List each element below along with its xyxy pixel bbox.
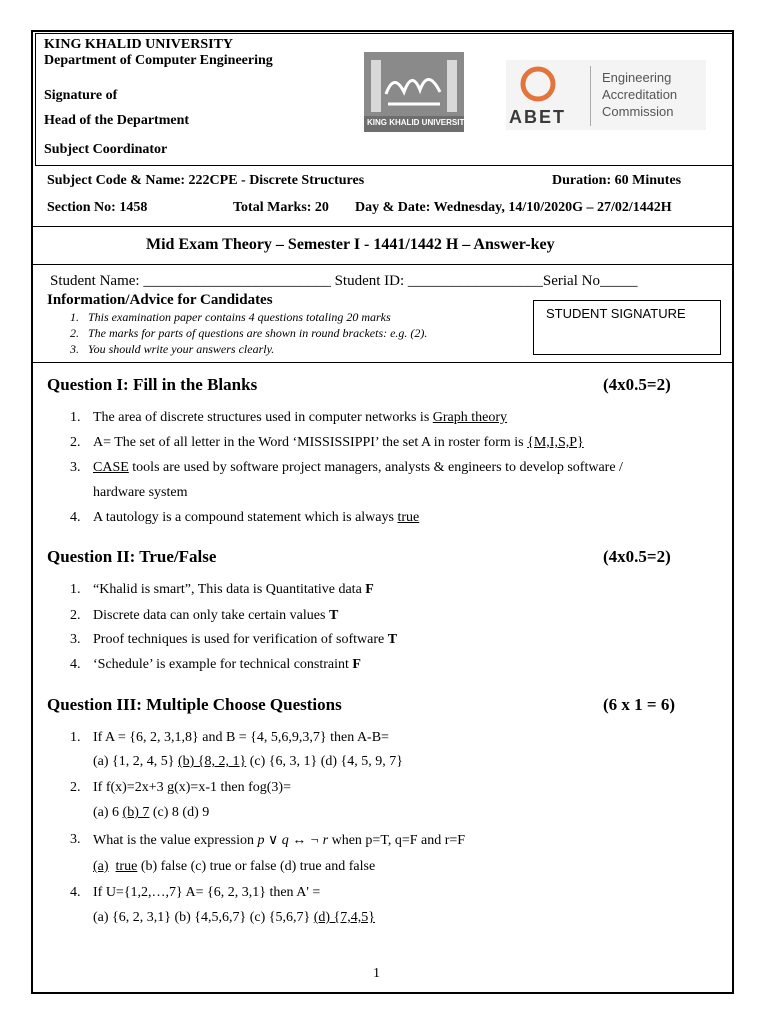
question-number: 3.	[70, 460, 81, 475]
university-name: KING KHALID UNIVERSITY	[44, 37, 234, 52]
divider	[32, 362, 734, 363]
question-number: 4.	[70, 510, 81, 525]
question-number: 2.	[70, 608, 81, 623]
question-3-item-1: If A = {6, 2, 3,1,8} and B = {4, 5,6,9,3,7} then A-B=	[93, 730, 389, 745]
abet-line-2: Accreditation	[602, 87, 678, 102]
question-text: “Khalid is smart”, This data is Quantitative data	[93, 582, 366, 597]
abet-logo	[506, 60, 706, 130]
signature-of-label: Signature of	[44, 88, 118, 103]
question-1-marks: (4x0.5=2)	[603, 375, 671, 394]
question-3-options-1	[93, 754, 403, 770]
question-2-marks: (4x0.5=2)	[603, 547, 671, 566]
student-signature-box	[533, 300, 721, 355]
divider	[32, 226, 734, 227]
student-signature-label: STUDENT SIGNATURE	[546, 306, 686, 321]
question-number: 1.	[70, 410, 81, 425]
answer: F	[365, 582, 374, 597]
advice-title: Information/Advice for Candidates	[47, 292, 273, 308]
question-text: A tautology is a compound statement which is always	[93, 510, 398, 525]
question-text: What is the value expression	[93, 833, 258, 848]
duration: Duration: 60 Minutes	[552, 173, 682, 188]
option-text: (c) {6, 3, 1} (d) {4, 5, 9, 7}	[246, 754, 403, 769]
section-number: Section No: 1458	[47, 200, 148, 215]
question-text: The area of discrete structures used in computer networks is	[93, 410, 433, 425]
question-3-item-3	[93, 832, 465, 849]
question-number: 1.	[70, 582, 81, 597]
question-2-item-3	[93, 632, 397, 648]
question-3-item-4: If U={1,2,…,7} A= {6, 2, 3,1} then A' =	[93, 885, 321, 900]
question-2-item-4	[93, 657, 361, 673]
kku-logo-text: KING KHALID UNIVERSITY	[367, 118, 470, 127]
answer: true	[397, 510, 420, 525]
answer: true	[115, 859, 138, 874]
kku-logo	[364, 52, 470, 132]
head-of-department-label: Head of the Department	[44, 113, 190, 128]
answer: (b) 7	[122, 805, 150, 820]
answer: Graph theory	[432, 410, 508, 425]
question-number: 1.	[70, 730, 81, 745]
option-text: (b) false (c) true or false (d) true and false	[137, 859, 376, 874]
answer: CASE	[93, 460, 129, 475]
question-number: 3.	[70, 832, 81, 847]
answer: (b) {8, 2, 1}	[177, 754, 247, 769]
question-3-options-3	[93, 859, 375, 875]
question-3-options-4	[93, 910, 375, 926]
exam-date: Day & Date: Wednesday, 14/10/2020G – 27/02/1442H	[355, 200, 672, 215]
question-text: tools are used by software project managers, analysts & engineers to develop software /	[128, 460, 623, 475]
question-1-item-3	[93, 460, 623, 476]
question-1-item-4	[93, 510, 419, 526]
answer-letter: (a)	[93, 859, 109, 874]
option-text: (a) {1, 2, 4, 5}	[93, 754, 178, 769]
exam-title: Mid Exam Theory – Semester I - 1441/1442 H – Answer-key	[146, 236, 555, 253]
option-text: (a) {6, 2, 3,1} (b) {4,5,6,7} (c) {5,6,7}	[93, 910, 314, 925]
logic-expression: p ∨ q ↔ ¬ r	[257, 833, 329, 848]
question-number: 4.	[70, 657, 81, 672]
option-text: (c) 8 (d) 9	[149, 805, 210, 820]
question-text: Proof techniques is used for verification of software	[93, 632, 388, 647]
answer: T	[328, 608, 339, 623]
question-text: ‘Schedule’ is example for technical constraint	[93, 657, 353, 672]
abet-name: ABET	[509, 107, 566, 127]
question-2-item-2	[93, 608, 338, 624]
question-text: when p=T, q=F and r=F	[328, 833, 466, 848]
answer: F	[352, 657, 361, 672]
question-text-continued: hardware system	[93, 485, 188, 500]
question-3-marks: (6 x 1 = 6)	[603, 695, 676, 714]
question-1-item-1	[93, 410, 507, 426]
question-3-item-2: If f(x)=2x+3 g(x)=x-1 then fog(3)=	[93, 780, 291, 795]
abet-line-1: Engineering	[602, 70, 672, 85]
question-3-options-2	[93, 805, 209, 821]
answer: {M,I,S,P}	[527, 435, 584, 450]
question-number: 2.	[70, 435, 81, 450]
question-2-item-1	[93, 582, 374, 598]
total-marks: Total Marks: 20	[233, 200, 329, 215]
question-1-title: Question I: Fill in the Blanks	[47, 375, 258, 394]
department-name: Department of Computer Engineering	[44, 53, 273, 68]
question-number: 3.	[70, 632, 81, 647]
subject-coordinator-label: Subject Coordinator	[44, 142, 168, 157]
advice-item: 2. The marks for parts of questions are shown in round brackets: e.g. (2).	[70, 326, 428, 340]
page-number: 1	[373, 966, 380, 981]
question-1-item-2	[93, 435, 584, 451]
subject-code-name: Subject Code & Name: 222CPE - Discrete Structures	[47, 173, 365, 188]
question-number: 4.	[70, 885, 81, 900]
abet-divider	[590, 66, 591, 126]
option-text: (a) 6	[93, 805, 123, 820]
question-text: A= The set of all letter in the Word ‘MISSISSIPPI’ the set A in roster form is	[93, 435, 528, 450]
divider	[32, 264, 734, 265]
student-info-line: Student Name: _________________________ Student ID: __________________Serial No_____	[50, 273, 638, 289]
question-3-title: Question III: Multiple Choose Questions	[47, 695, 342, 714]
answer: T	[387, 632, 398, 647]
advice-item: 3. You should write your answers clearly.	[70, 342, 275, 356]
advice-item: 1. This examination paper contains 4 questions totaling 20 marks	[70, 310, 391, 324]
abet-line-3: Commission	[602, 104, 674, 119]
question-2-title: Question II: True/False	[47, 547, 217, 566]
question-number: 2.	[70, 780, 81, 795]
question-text: Discrete data can only take certain values	[93, 608, 329, 623]
answer: (d) {7,4,5}	[313, 910, 375, 925]
